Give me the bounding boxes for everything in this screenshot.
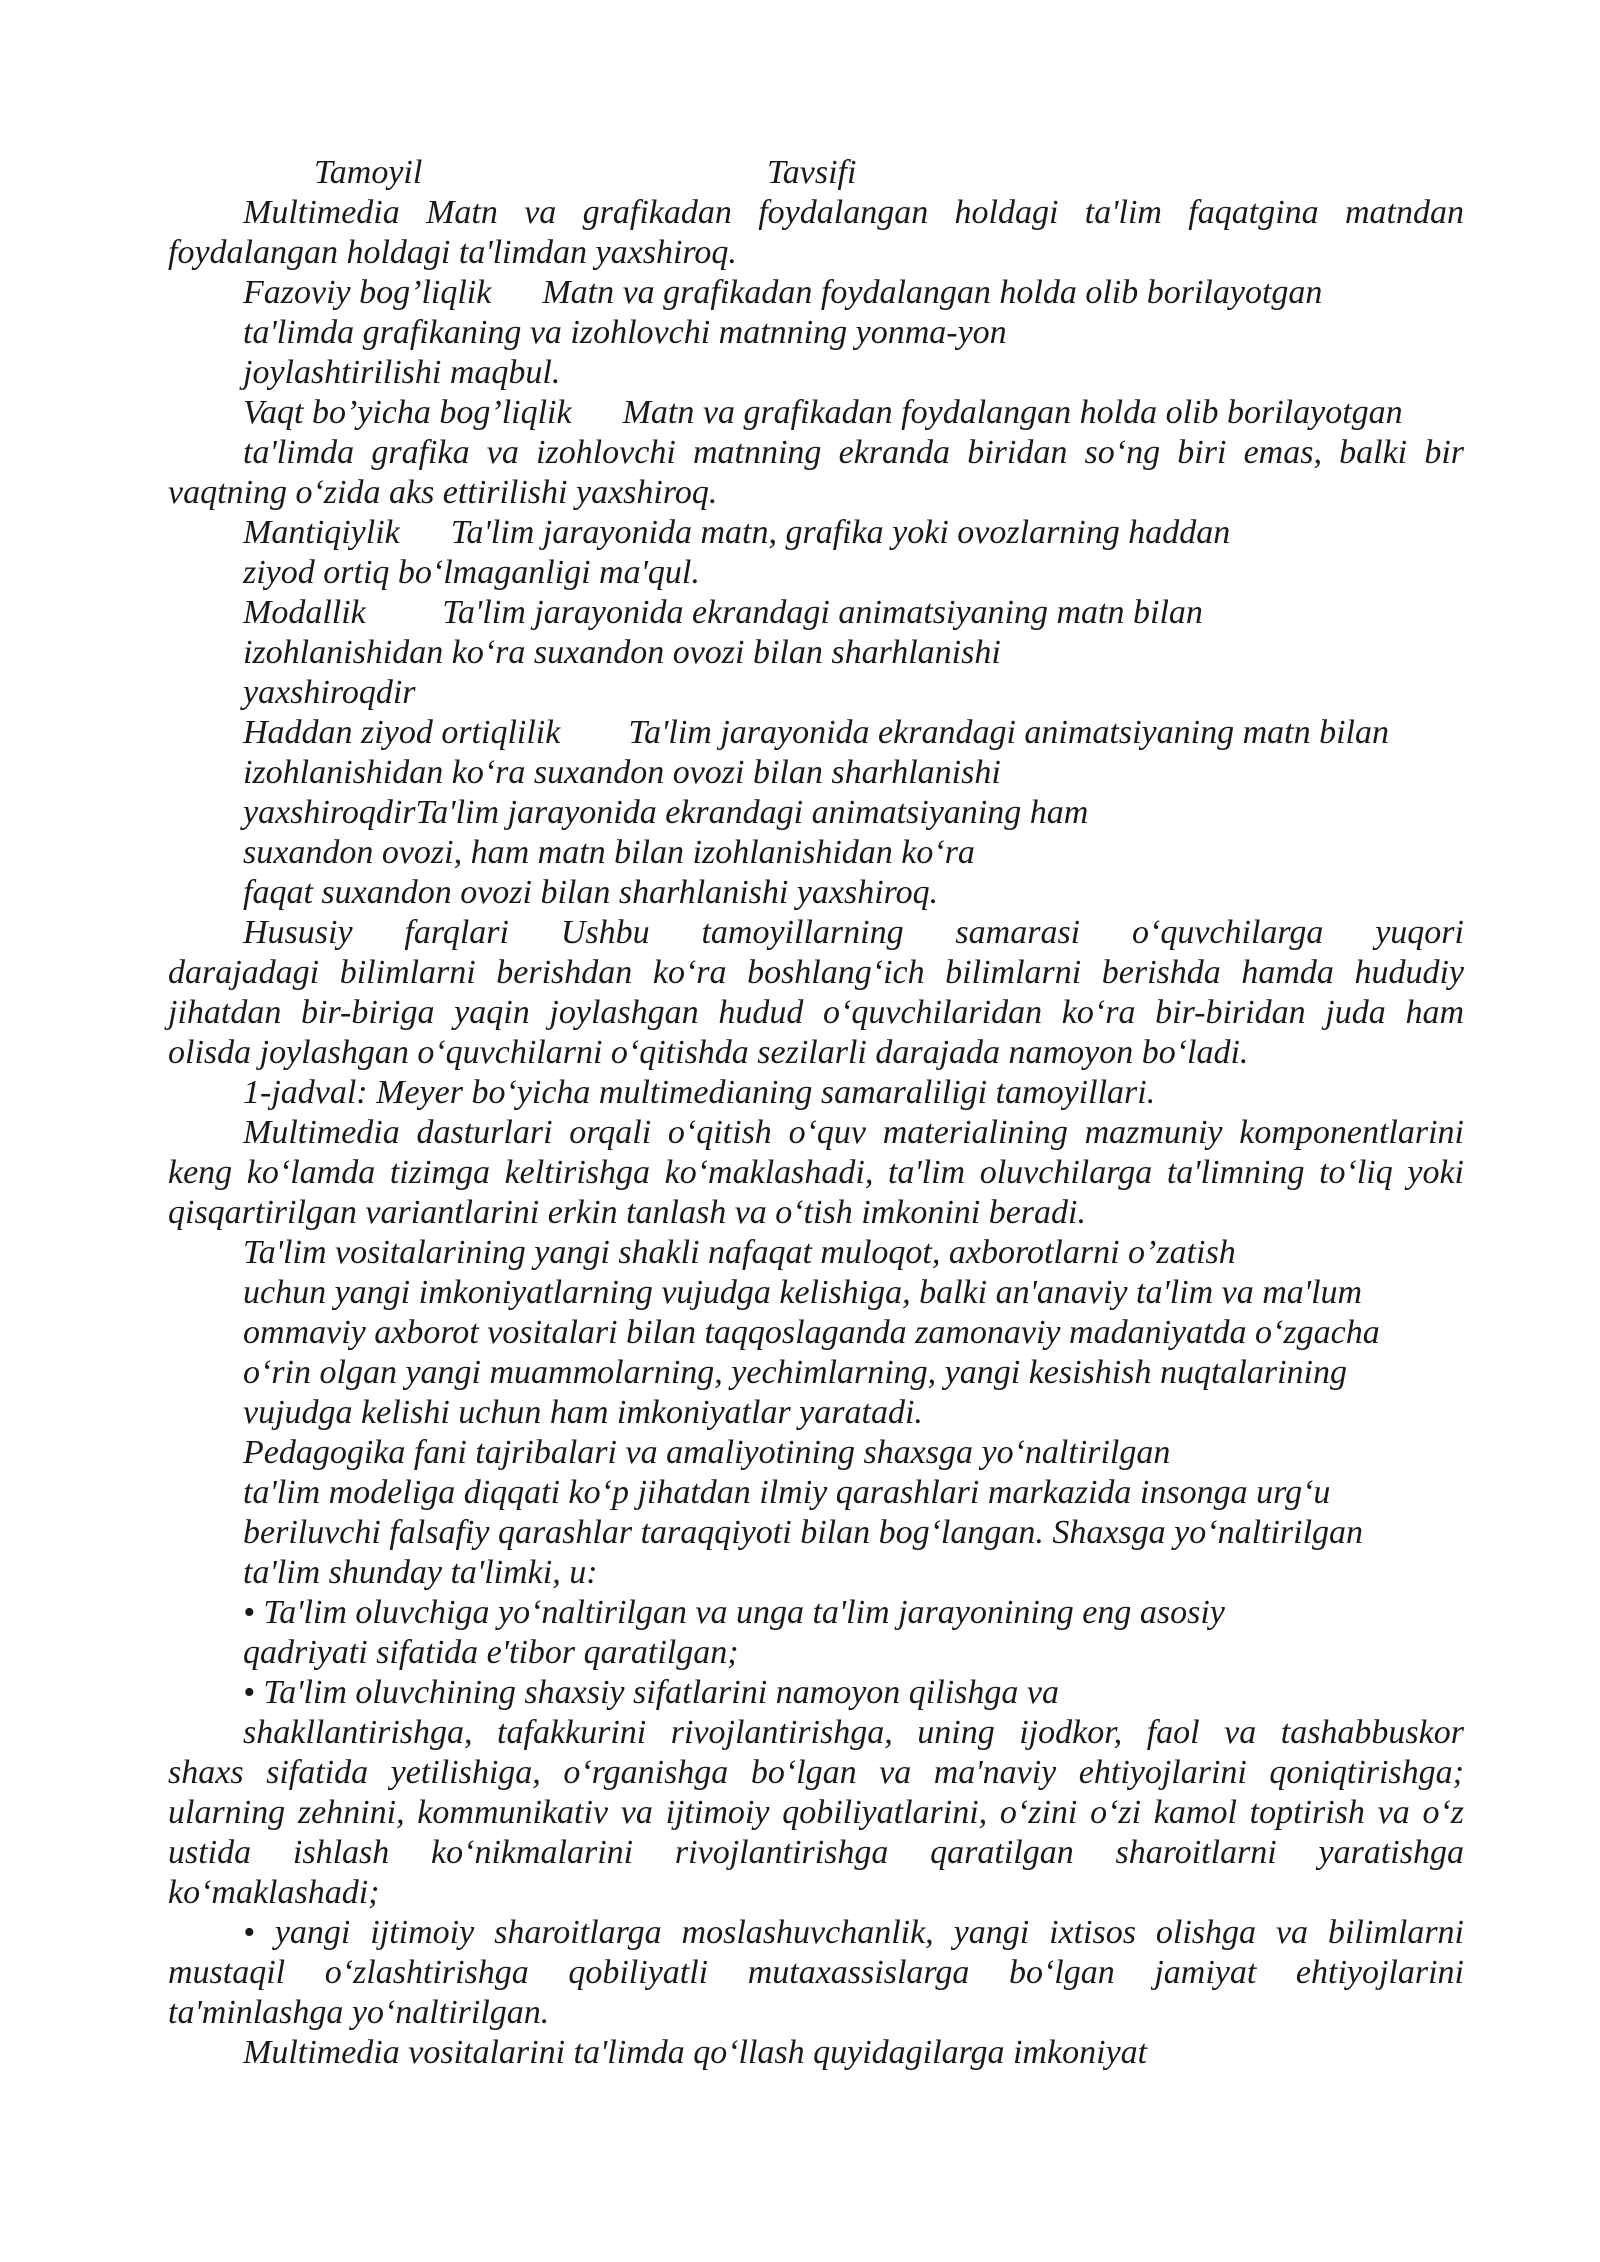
text-line: ta'lim shunday ta'limki, u: bbox=[243, 1554, 598, 1591]
text-line: keng ko‘lamda tizimga keltirishga ko‘maklashadi, ta'lim oluvchilarga ta'limning to‘liq yoki bbox=[168, 1154, 1464, 1191]
text-line: ko‘maklashadi; bbox=[168, 1874, 380, 1911]
text-line: o‘rin olgan yangi muammolarning, yechimlarning, yangi kesishish nuqtalarining bbox=[243, 1354, 1347, 1391]
text-line: Hususiy farqlari Ushbu tamoyillarning samarasi o‘quvchilarga yuqori bbox=[243, 914, 1464, 951]
text-line: mustaqil o‘zlashtirishga qobiliyatli mutaxassislarga bo‘lgan jamiyat ehtiyojlarini bbox=[168, 1954, 1464, 1991]
text-line: Modallik Ta'lim jarayonida ekrandagi animatsiyaning matn bilan bbox=[243, 594, 1203, 631]
text-line: Multimedia vositalarini ta'limda qo‘llash quyidagilarga imkoniyat bbox=[243, 2034, 1148, 2071]
text-line: suxandon ovozi, ham matn bilan izohlanishidan ko‘ra bbox=[243, 834, 975, 871]
text-line: shaxs sifatida yetilishiga, o‘rganishga bo‘lgan va ma'naviy ehtiyojlarini qoniqtirishga; bbox=[168, 1754, 1464, 1791]
bullet-item: • yangi ijtimoiy sharoitlarga moslashuvchanlik, yangi ixtisos olishga va bilimlarni bbox=[243, 1914, 1464, 1951]
text-line: beriluvchi falsafiy qarashlar taraqqiyoti bilan bog‘langan. Shaxsga yo‘naltirilgan bbox=[243, 1514, 1364, 1551]
table-caption: 1-jadval: Meyer bo‘yicha multimedianing samaraliligi tamoyillari. bbox=[243, 1074, 1156, 1111]
text-line: Ta'lim vositalarining yangi shakli nafaqat muloqot, axborotlarni o’zatish bbox=[243, 1234, 1236, 1271]
text-line: ziyod ortiq bo‘lmaganligi ma'qul. bbox=[243, 554, 700, 591]
text-line: vaqtning o‘zida aks ettirilishi yaxshiroq. bbox=[168, 474, 718, 511]
text-line: ommaviy axborot vositalari bilan taqqoslaganda zamonaviy madaniyatda o‘zgacha bbox=[243, 1314, 1380, 1351]
bullet-item: • Ta'lim oluvchining shaxsiy sifatlarini namoyon qilishga va bbox=[243, 1674, 1059, 1711]
text-line: faqat suxandon ovozi bilan sharhlanishi yaxshiroq. bbox=[243, 874, 939, 911]
text-line: joylashtirilishi maqbul. bbox=[243, 354, 561, 391]
text-line: darajadagi bilimlarni berishdan ko‘ra boshlang‘ich bilimlarni berishda hamda hududiy bbox=[168, 954, 1464, 991]
text-line: Mantiqiylik Ta'lim jarayonida matn, grafika yoki ovozlarning haddan bbox=[243, 514, 1231, 551]
text-line: shakllantirishga, tafakkurini rivojlantirishga, uning ijodkor, faol va tashabbuskor bbox=[243, 1714, 1464, 1751]
bullet-item: • Ta'lim oluvchiga yo‘naltirilgan va unga ta'lim jarayonining eng asosiy bbox=[243, 1594, 1225, 1631]
text-line: ta'limda grafika va izohlovchi matnning ekranda biridan so‘ng biri emas, balki bir bbox=[243, 434, 1464, 471]
text-line: izohlanishidan ko‘ra suxandon ovozi bilan sharhlanishi bbox=[243, 634, 1001, 671]
text-line: Multimedia Matn va grafikadan foydalangan holdagi ta'lim faqatgina matndan bbox=[243, 194, 1464, 231]
text-line: Multimedia dasturlari orqali o‘qitish o‘quv materialining mazmuniy komponentlarini bbox=[243, 1114, 1464, 1151]
text-line: Vaqt bo’yicha bog’liqlik Matn va grafikadan foydalangan holda olib borilayotgan bbox=[243, 394, 1403, 431]
text-line: izohlanishidan ko‘ra suxandon ovozi bilan sharhlanishi bbox=[243, 754, 1001, 791]
text-line: Fazoviy bog’liqlik Matn va grafikadan foydalangan holda olib borilayotgan bbox=[243, 274, 1323, 311]
text-line: qisqartirilgan variantlarini erkin tanlash va o‘tish imkonini beradi. bbox=[168, 1194, 1086, 1231]
table-header-principle: Tamoyil bbox=[314, 154, 423, 191]
text-line: ta'limda grafikaning va izohlovchi matnning yonma-yon bbox=[243, 314, 1007, 351]
text-line: yaxshiroqdirTa'lim jarayonida ekrandagi animatsiyaning ham bbox=[243, 794, 1089, 831]
text-line: uchun yangi imkoniyatlarning vujudga kelishiga, balki an'anaviy ta'lim va ma'lum bbox=[243, 1274, 1363, 1311]
text-line: Pedagogika fani tajribalari va amaliyotining shaxsga yo‘naltirilgan bbox=[243, 1434, 1171, 1471]
text-line: vujudga kelishi uchun ham imkoniyatlar yaratadi. bbox=[243, 1394, 923, 1431]
text-line: ta'lim modeliga diqqati ko‘p jihatdan ilmiy qarashlari markazida insonga urg‘u bbox=[243, 1474, 1331, 1511]
text-line: ustida ishlash ko‘nikmalarini rivojlantirishga qaratilgan sharoitlarni yaratishga bbox=[168, 1834, 1464, 1871]
text-line: olisda joylashgan o‘quvchilarni o‘qitishda sezilarli darajada namoyon bo‘ladi. bbox=[168, 1034, 1249, 1071]
text-line: yaxshiroqdir bbox=[243, 674, 416, 711]
text-line: qadriyati sifatida e'tibor qaratilgan; bbox=[243, 1634, 739, 1671]
text-line: ularning zehnini, kommunikativ va ijtimoiy qobiliyatlarini, o‘zini o‘zi kamol toptirish va o‘z bbox=[168, 1794, 1464, 1831]
text-line: jihatdan bir-biriga yaqin joylashgan hudud o‘quvchilaridan ko‘ra bir-biridan juda ham bbox=[168, 994, 1464, 1031]
text-line: Haddan ziyod ortiqlilik Ta'lim jarayonida ekrandagi animatsiyaning matn bilan bbox=[243, 714, 1389, 751]
text-line: ta'minlashga yo‘naltirilgan. bbox=[168, 1994, 550, 2031]
table-header-description: Tavsifi bbox=[767, 154, 857, 191]
text-line: foydalangan holdagi ta'limdan yaxshiroq. bbox=[168, 234, 737, 271]
